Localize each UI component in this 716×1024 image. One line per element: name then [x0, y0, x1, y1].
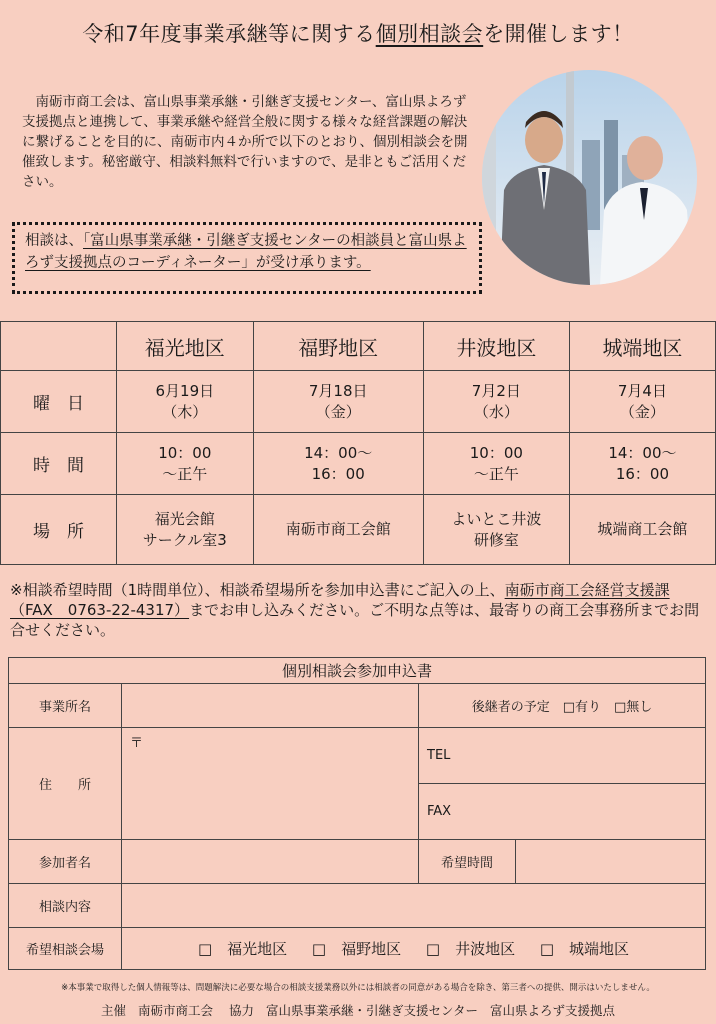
district-fukumitsu: 福光地区	[117, 322, 254, 371]
cooperation-label: 協力	[228, 1003, 254, 1018]
day-cell: 7月18日 （金）	[253, 371, 423, 433]
time-cell: 10：00 ～正午	[117, 433, 254, 495]
cooperator-1: 富山県事業承継・引継ぎ支援センター	[266, 1003, 479, 1018]
row-label-day: 曜 日	[1, 371, 117, 433]
host-label: 主催	[100, 1003, 126, 1018]
postal-mark: 〒	[130, 736, 144, 751]
place-cell: 福光会館 サークル室3	[117, 495, 254, 565]
day-cell: 7月4日 （金）	[569, 371, 715, 433]
venue-option-inami[interactable]: □ 井波地区	[425, 940, 516, 958]
office-name-label: 事業所名	[9, 684, 122, 728]
district-johana: 城端地区	[569, 322, 715, 371]
district-inami: 井波地区	[423, 322, 569, 371]
time-cell: 14：00～ 16：00	[569, 433, 715, 495]
intro-paragraph: 南砺市商工会は、富山県事業承継・引継ぎ支援センター、富山県よろず支援拠点と連携して、事業承継や経営全般に関する様々な経営課題の解決に繋げることを目的に、南砺市内４か所で以下のとおり、個別相談会を開催致します。秘密厳守、相談料無料で行いますので、是非ともご活用ください。	[22, 94, 468, 190]
business-photo	[482, 70, 697, 285]
preferred-time-field[interactable]	[516, 840, 706, 884]
place-cell: 城端商工会館	[569, 495, 715, 565]
row-label-place: 場 所	[1, 495, 117, 565]
venue-option-johana[interactable]: □ 城端地区	[539, 940, 630, 958]
preferred-time-label: 希望時間	[419, 840, 516, 884]
participant-label: 参加者名	[9, 840, 122, 884]
day-cell: 6月19日 （木）	[117, 371, 254, 433]
application-form	[8, 657, 706, 970]
venue-option-fukumitsu[interactable]: □ 福光地区	[197, 940, 288, 958]
venue-options	[122, 928, 706, 970]
tel-field[interactable]: TEL	[419, 728, 706, 784]
venue-label: 希望相談会場	[9, 928, 122, 970]
consult-content-label: 相談内容	[9, 884, 122, 928]
address-label: 住 所	[9, 728, 122, 840]
consultation-note: 相談は、「富山県事業承継・引継ぎ支援センターの相談員と富山県よろず支援拠点のコーディネーター」が受け承ります。	[12, 222, 482, 294]
consult-content-field[interactable]	[122, 884, 706, 928]
district-fukuno: 福野地区	[253, 322, 423, 371]
day-cell: 7月2日 （水）	[423, 371, 569, 433]
footer-organizers	[0, 1001, 716, 1019]
address-field[interactable]	[122, 728, 419, 840]
office-name-field[interactable]	[122, 684, 419, 728]
cooperator-2: 富山県よろず支援拠点	[490, 1003, 616, 1018]
successor-option[interactable]: 後継者の予定 □有り □無し	[419, 684, 706, 728]
place-cell: 南砺市商工会館	[253, 495, 423, 565]
host-name: 南砺市商工会	[137, 1003, 213, 1018]
page-title: 令和7年度事業承継等に関する個別相談会を開催します！	[82, 22, 634, 46]
form-title: 個別相談会参加申込書	[9, 658, 706, 684]
fax-field[interactable]: FAX	[419, 784, 706, 840]
time-cell: 14：00～ 16：00	[253, 433, 423, 495]
application-remark: ※相談希望時間（1時間単位）、相談希望場所を参加申込書にご記入の上、南砺市商工会経営支援課（FAX 0763-22-4317）までお申し込みください。ご不明な点等は、最寄りの商工会事務所までお問合せください。	[10, 581, 700, 639]
venue-option-fukuno[interactable]: □ 福野地区	[311, 940, 402, 958]
schedule-corner	[1, 322, 117, 371]
participant-field[interactable]	[122, 840, 419, 884]
privacy-disclaimer: ※本事業で取得した個人情報等は、問題解決に必要な場合の相談支援業務以外には相談者の同意がある場合を除き、第三者への提供、開示はいたしません。	[61, 983, 655, 993]
row-label-time: 時 間	[1, 433, 117, 495]
time-cell: 10：00 ～正午	[423, 433, 569, 495]
schedule-table	[0, 321, 716, 565]
place-cell: よいとこ井波 研修室	[423, 495, 569, 565]
